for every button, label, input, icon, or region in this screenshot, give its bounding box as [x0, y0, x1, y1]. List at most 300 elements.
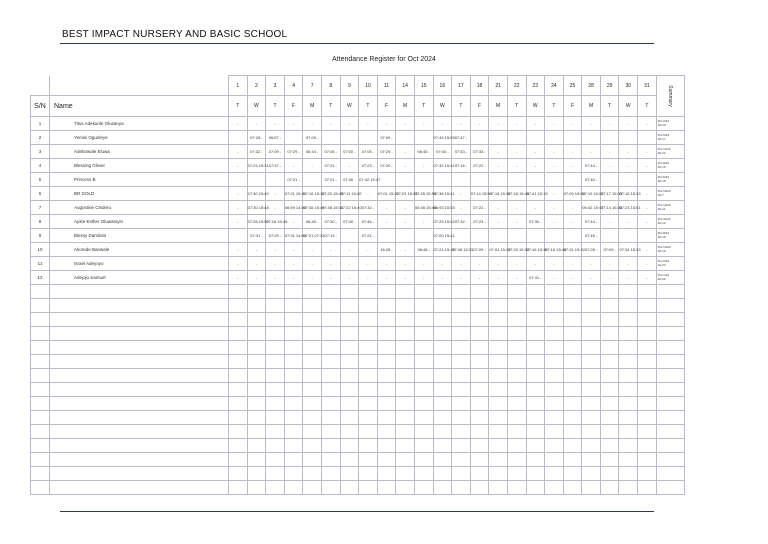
attendance-cell: - [507, 145, 526, 159]
attendance-cell: 07:23 - [470, 215, 489, 229]
empty-row [31, 341, 685, 355]
empty-cell [638, 285, 657, 299]
empty-cell [340, 355, 359, 369]
empty-cell [321, 369, 340, 383]
empty-cell [638, 411, 657, 425]
empty-cell [563, 439, 582, 453]
empty-cell [526, 439, 545, 453]
empty-cell [284, 467, 303, 481]
empty-cell [359, 439, 378, 453]
empty-cell [340, 481, 359, 495]
date-header-cell: 7 [303, 76, 322, 96]
attendance-cell: - [545, 257, 564, 271]
attendance-cell: - [396, 243, 415, 257]
weekday-header-cell: T [321, 96, 340, 117]
attendance-cell: 07:28 - [247, 131, 266, 145]
attendance-cell: - [321, 243, 340, 257]
empty-cell [229, 411, 248, 425]
empty-cell [50, 397, 229, 411]
attendance-cell: - [507, 117, 526, 131]
empty-cell [229, 439, 248, 453]
attendance-cell: - [266, 187, 285, 201]
empty-cell [433, 439, 452, 453]
attendance-cell: - [433, 257, 452, 271]
empty-cell [340, 313, 359, 327]
summary-line: Ab:11 [657, 206, 666, 211]
empty-cell [50, 355, 229, 369]
empty-cell [563, 411, 582, 425]
empty-cell [563, 341, 582, 355]
attendance-cell [489, 229, 508, 243]
empty-cell [470, 425, 489, 439]
weekday-header-row [31, 96, 685, 117]
attendance-cell: 07:23 15:51 [619, 201, 638, 215]
empty-cell [489, 313, 508, 327]
attendance-cell: 07:16 15:10 [303, 187, 322, 201]
empty-cell [489, 327, 508, 341]
empty-cell [638, 355, 657, 369]
empty-cell [284, 383, 303, 397]
empty-cell [433, 327, 452, 341]
empty-cell [340, 327, 359, 341]
empty-cell [470, 341, 489, 355]
date-header-cell: 1 [229, 76, 248, 96]
student-row [31, 117, 685, 131]
empty-cell [526, 425, 545, 439]
attendance-cell: 07:31 - [247, 229, 266, 243]
empty-cell [489, 453, 508, 467]
date-header-row [31, 76, 685, 96]
attendance-cell [470, 173, 489, 187]
empty-cell [582, 411, 601, 425]
attendance-cell: - [414, 257, 433, 271]
attendance-cell: - [489, 117, 508, 131]
empty-cell [266, 481, 285, 495]
weekday-header-cell: T [638, 96, 657, 117]
empty-cell [414, 355, 433, 369]
empty-cell [545, 453, 564, 467]
attendance-cell: - [414, 159, 433, 173]
empty-cell [507, 341, 526, 355]
attendance-cell [377, 173, 396, 187]
empty-cell [656, 327, 684, 341]
attendance-cell: 07:32 - [247, 145, 266, 159]
attendance-cell: - [414, 271, 433, 285]
attendance-cell: 07:20 15:32 [507, 243, 526, 257]
empty-cell [321, 439, 340, 453]
empty-cell [414, 425, 433, 439]
attendance-cell: - [229, 159, 248, 173]
attendance-cell: - [247, 243, 266, 257]
empty-cell [489, 439, 508, 453]
empty-cell [507, 467, 526, 481]
empty-cell [396, 299, 415, 313]
summary-line: Pre:8/23 [657, 160, 669, 165]
empty-cell [582, 425, 601, 439]
empty-cell [619, 411, 638, 425]
student-sn: 10 [31, 243, 50, 257]
empty-cell [638, 369, 657, 383]
empty-cell [545, 341, 564, 355]
empty-cell [489, 369, 508, 383]
attendance-cell: - [526, 201, 545, 215]
attendance-table-wrapper [30, 75, 685, 495]
empty-row [31, 411, 685, 425]
summary-line: Pre:0/23 [657, 258, 669, 263]
empty-cell [31, 439, 50, 453]
empty-cell [619, 425, 638, 439]
empty-row [31, 313, 685, 327]
weekday-header-cell: F [284, 96, 303, 117]
attendance-cell: - [507, 257, 526, 271]
attendance-cell: - [489, 271, 508, 285]
empty-cell [600, 355, 619, 369]
header-rule [60, 43, 654, 44]
empty-cell [489, 285, 508, 299]
empty-cell [619, 355, 638, 369]
attendance-cell [396, 131, 415, 145]
attendance-cell: - [582, 271, 601, 285]
attendance-cell: - [229, 187, 248, 201]
empty-cell [396, 453, 415, 467]
empty-cell [31, 341, 50, 355]
empty-cell [563, 299, 582, 313]
student-rows [31, 117, 685, 495]
empty-cell [377, 439, 396, 453]
student-row [31, 201, 685, 215]
empty-cell [619, 397, 638, 411]
empty-cell [284, 327, 303, 341]
student-sn: 1 [31, 117, 50, 131]
empty-cell [247, 481, 266, 495]
empty-cell [266, 425, 285, 439]
empty-cell [359, 383, 378, 397]
empty-cell [619, 439, 638, 453]
student-sn: 9 [31, 229, 50, 243]
empty-cell [526, 397, 545, 411]
attendance-cell: - [433, 117, 452, 131]
empty-cell [266, 439, 285, 453]
attendance-cell: 07:14 15:50 [470, 187, 489, 201]
attendance-cell: - [545, 215, 564, 229]
empty-cell [526, 467, 545, 481]
attendance-cell: - [359, 187, 378, 201]
empty-cell [526, 383, 545, 397]
attendance-cell: - [582, 117, 601, 131]
attendance-cell: - [396, 257, 415, 271]
empty-cell [229, 481, 248, 495]
empty-cell [229, 313, 248, 327]
empty-cell [489, 299, 508, 313]
empty-cell [526, 453, 545, 467]
date-header-cell: 23 [526, 76, 545, 96]
empty-cell [321, 383, 340, 397]
attendance-cell: - [284, 257, 303, 271]
empty-cell [507, 453, 526, 467]
empty-cell [563, 285, 582, 299]
attendance-cell: - [563, 215, 582, 229]
empty-cell [359, 481, 378, 495]
date-header-cell: 30 [619, 76, 638, 96]
attendance-cell: - [303, 243, 322, 257]
empty-cell [470, 313, 489, 327]
attendance-cell: 07:29 - [284, 145, 303, 159]
empty-cell [321, 285, 340, 299]
empty-cell [545, 397, 564, 411]
attendance-cell: 07:42 15:47 [359, 173, 378, 187]
weekday-header-cell: T [266, 96, 285, 117]
weekday-header-cell: W [526, 96, 545, 117]
empty-cell [284, 425, 303, 439]
attendance-cell: - [526, 117, 545, 131]
empty-cell [582, 467, 601, 481]
empty-cell [359, 467, 378, 481]
attendance-cell: 07:33 - [470, 145, 489, 159]
empty-cell [600, 411, 619, 425]
empty-cell [452, 397, 471, 411]
empty-cell [526, 341, 545, 355]
attendance-cell: 07:36 15:41 [433, 187, 452, 201]
attendance-cell: - [507, 201, 526, 215]
empty-cell [247, 369, 266, 383]
attendance-cell: 07:18 15:33 [619, 187, 638, 201]
student-sn: 4 [31, 159, 50, 173]
summary-line: Pre:6/23 [657, 132, 669, 137]
attendance-cell: 07:20 - [377, 159, 396, 173]
attendance-cell [638, 229, 657, 243]
attendance-cell: - [396, 215, 415, 229]
weekday-header-cell: M [303, 96, 322, 117]
empty-cell [266, 411, 285, 425]
attendance-cell [507, 173, 526, 187]
empty-cell [229, 285, 248, 299]
empty-cell [600, 425, 619, 439]
empty-cell [507, 397, 526, 411]
empty-cell [50, 285, 229, 299]
empty-cell [619, 383, 638, 397]
attendance-cell: 06:40 - [303, 215, 322, 229]
empty-cell [600, 481, 619, 495]
empty-cell [526, 355, 545, 369]
empty-cell [656, 481, 684, 495]
attendance-cell: 07:09 - [470, 243, 489, 257]
empty-cell [50, 425, 229, 439]
student-sn: 2 [31, 131, 50, 145]
empty-cell [377, 481, 396, 495]
attendance-cell [284, 131, 303, 145]
attendance-cell [563, 131, 582, 145]
attendance-table [30, 75, 685, 495]
empty-cell [284, 453, 303, 467]
empty-cell [600, 285, 619, 299]
summary-line: Pre:11/23 [657, 146, 671, 151]
empty-cell [284, 481, 303, 495]
empty-cell [321, 481, 340, 495]
empty-cell [600, 467, 619, 481]
empty-cell [247, 355, 266, 369]
empty-cell [359, 411, 378, 425]
empty-cell [600, 439, 619, 453]
attendance-cell: - [545, 145, 564, 159]
student-name: Augustine Chideru [50, 201, 229, 215]
student-sn: 8 [31, 215, 50, 229]
empty-cell [489, 481, 508, 495]
empty-cell [638, 299, 657, 313]
empty-cell [321, 397, 340, 411]
empty-cell [359, 355, 378, 369]
empty-cell [266, 453, 285, 467]
empty-cell [31, 299, 50, 313]
empty-cell [600, 313, 619, 327]
empty-cell [303, 425, 322, 439]
attendance-cell: 06:59 14:50 [284, 201, 303, 215]
empty-cell [470, 327, 489, 341]
attendance-cell: 07:16 15:45 [545, 243, 564, 257]
summary-line: Ab:17 [657, 136, 666, 141]
attendance-cell: - [563, 257, 582, 271]
empty-cell [656, 467, 684, 481]
empty-cell [303, 299, 322, 313]
attendance-cell: 07:05 - [359, 145, 378, 159]
attendance-cell: 07:01 15:22 [377, 187, 396, 201]
empty-row [31, 425, 685, 439]
school-name: BEST IMPACT NURSERY AND BASIC SCHOOL [62, 29, 288, 40]
empty-cell [321, 355, 340, 369]
empty-cell [396, 327, 415, 341]
empty-cell [50, 439, 229, 453]
empty-cell [396, 313, 415, 327]
empty-cell [359, 299, 378, 313]
attendance-cell: 07:04 15:23 [489, 243, 508, 257]
empty-cell [452, 481, 471, 495]
empty-cell [340, 383, 359, 397]
empty-cell [638, 425, 657, 439]
attendance-cell: 07:18 15:44 [507, 187, 526, 201]
empty-cell [600, 369, 619, 383]
summary-line: Ab:23 [657, 122, 666, 127]
attendance-cell: 07:21 - [284, 173, 303, 187]
empty-cell [619, 327, 638, 341]
empty-cell [638, 467, 657, 481]
empty-cell [656, 397, 684, 411]
empty-cell [638, 453, 657, 467]
empty-cell [656, 341, 684, 355]
attendance-cell: 06:53 15:53 [433, 201, 452, 215]
name-header: Name [50, 96, 229, 117]
student-name: Ajoke Esther Oluwatoyin [50, 215, 229, 229]
empty-cell [284, 313, 303, 327]
attendance-cell: 07:32 15:41 [433, 159, 452, 173]
empty-cell [563, 369, 582, 383]
attendance-cell: - [470, 257, 489, 271]
attendance-cell: 07:37 - [266, 159, 285, 173]
empty-cell [545, 299, 564, 313]
empty-cell [284, 411, 303, 425]
empty-cell [507, 369, 526, 383]
empty-cell [266, 467, 285, 481]
empty-cell [396, 285, 415, 299]
attendance-cell: - [526, 145, 545, 159]
empty-cell [489, 397, 508, 411]
attendance-cell: 07:31 15:32 [563, 243, 582, 257]
attendance-cell: - [321, 271, 340, 285]
student-summary [656, 243, 684, 257]
attendance-cell: - [489, 257, 508, 271]
empty-cell [582, 313, 601, 327]
date-header-cell: 21 [489, 76, 508, 96]
attendance-cell: - [229, 145, 248, 159]
empty-cell [414, 285, 433, 299]
empty-cell [433, 299, 452, 313]
empty-cell [470, 285, 489, 299]
empty-cell [340, 341, 359, 355]
empty-cell [31, 467, 50, 481]
attendance-cell: 07:21 15:31 [284, 187, 303, 201]
empty-cell [470, 299, 489, 313]
attendance-cell: - [619, 271, 638, 285]
empty-cell [433, 481, 452, 495]
empty-cell [600, 341, 619, 355]
attendance-cell [638, 131, 657, 145]
empty-cell [545, 369, 564, 383]
attendance-cell: 07:23 15:31 [247, 159, 266, 173]
empty-cell [377, 467, 396, 481]
student-name: Adebowale Eluwa [50, 145, 229, 159]
empty-cell [284, 299, 303, 313]
attendance-cell: - [303, 117, 322, 131]
empty-cell [396, 481, 415, 495]
date-header-cell: 4 [284, 76, 303, 96]
empty-cell [396, 383, 415, 397]
attendance-cell: 07:40 - [582, 173, 601, 187]
empty-cell [229, 355, 248, 369]
attendance-cell: - [489, 215, 508, 229]
attendance-cell [396, 173, 415, 187]
empty-cell [619, 313, 638, 327]
attendance-cell [563, 229, 582, 243]
attendance-cell: 07:30 - [526, 215, 545, 229]
student-name: Akorede Banwale [50, 243, 229, 257]
empty-cell [563, 453, 582, 467]
empty-cell [452, 327, 471, 341]
student-name: Blessing Olivier [50, 159, 229, 173]
attendance-cell: 07:49 - [582, 229, 601, 243]
date-header-cell: 22 [507, 76, 526, 96]
empty-cell [656, 383, 684, 397]
attendance-cell: - [284, 159, 303, 173]
date-header-cell: 29 [600, 76, 619, 96]
attendance-cell [619, 229, 638, 243]
empty-cell [582, 439, 601, 453]
attendance-cell: - [582, 145, 601, 159]
empty-cell [50, 453, 229, 467]
attendance-cell: - [619, 159, 638, 173]
empty-cell [600, 453, 619, 467]
attendance-cell: - [489, 145, 508, 159]
student-summary [656, 117, 684, 131]
empty-cell [507, 355, 526, 369]
empty-cell [396, 397, 415, 411]
attendance-cell: 07:21 - [359, 229, 378, 243]
empty-cell [433, 369, 452, 383]
empty-cell [247, 299, 266, 313]
student-row [31, 187, 685, 201]
empty-cell [507, 411, 526, 425]
empty-cell [433, 285, 452, 299]
attendance-cell: 07:30 15:48 [247, 201, 266, 215]
attendance-cell: - [489, 159, 508, 173]
empty-cell [600, 397, 619, 411]
